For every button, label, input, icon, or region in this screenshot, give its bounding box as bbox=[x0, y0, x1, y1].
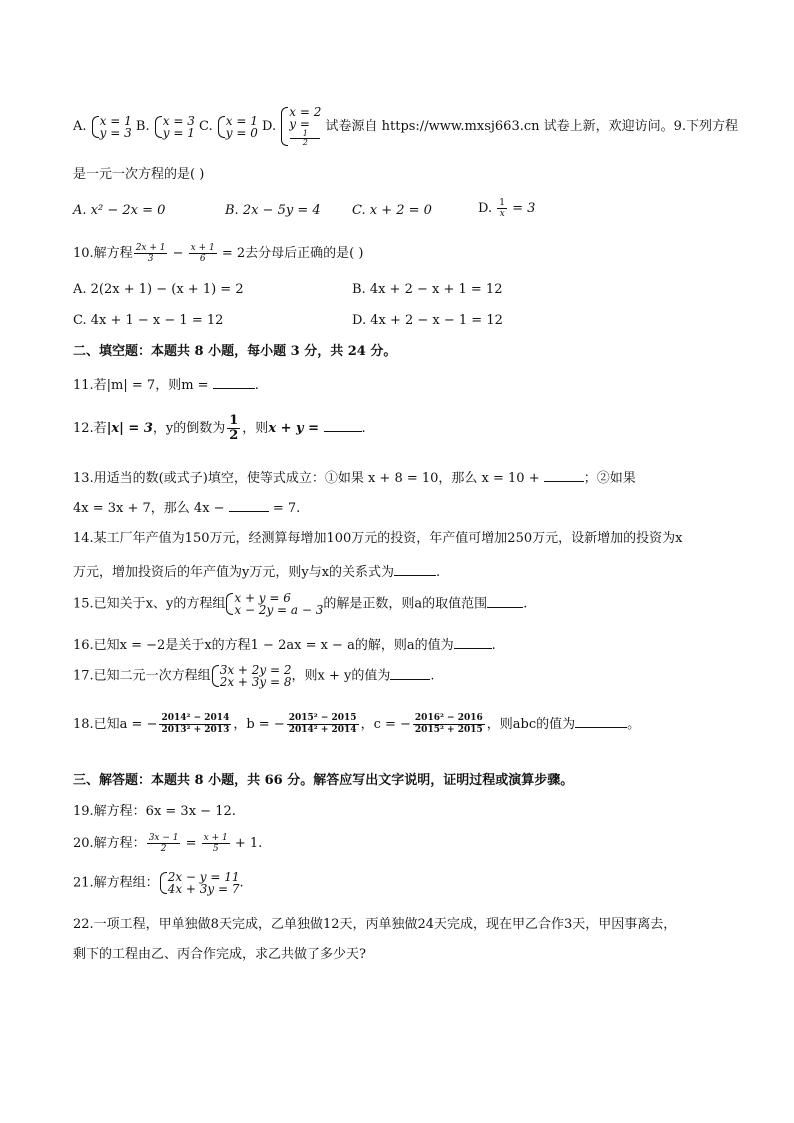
q16-answer-blank[interactable] bbox=[454, 636, 492, 649]
q22-line2: 剩下的工程由乙、丙合作完成，求乙共做了多少天? bbox=[73, 947, 366, 962]
q19: 19.解方程：6x = 3x − 12. bbox=[73, 804, 236, 819]
q20: 20.解方程： $\frac{3x - 1}{2}$ = $\frac{x + 1}{5}$ + 1. bbox=[73, 833, 263, 854]
q9-option-c: C. x + 2 = 0 bbox=[352, 203, 432, 218]
q14-line1: 14.某工厂年产值为150万元，经测算每增加100万元的投资，年产值可增加250万元，设新增加的投资为x bbox=[73, 531, 683, 546]
q14-answer-blank[interactable] bbox=[394, 563, 436, 576]
q11-answer-blank[interactable] bbox=[213, 376, 255, 389]
q8-option-d-system: x = 2 y = 1 2 bbox=[280, 106, 321, 147]
q8-option-c-system: x = 1 y = 0 bbox=[217, 115, 258, 139]
q13-line1: 13.用适当的数(或式子)填空，使等式成立：①如果 x + 8 = 10，那么 x = 10 + ；②如果 bbox=[73, 471, 636, 486]
q8-option-b-label: B. bbox=[135, 119, 150, 134]
q8-option-c-label: C. bbox=[199, 119, 213, 134]
q8-option-d-label: D. bbox=[262, 119, 277, 134]
q15: 15.已知关于x、y的方程组 x + y = 6 x − 2y = a − 3 的解是正数，则a的取值范围 . bbox=[73, 591, 528, 617]
q10-option-d: D. 4x + 2 − x − 1 = 12 bbox=[352, 313, 503, 328]
q10-option-b: B. 4x + 2 − x + 1 = 12 bbox=[352, 282, 503, 297]
q9-option-a: A. x² − 2x = 0 bbox=[73, 203, 166, 218]
q12-answer-blank[interactable] bbox=[324, 419, 362, 432]
q13-blank-1[interactable] bbox=[544, 469, 584, 482]
q18: 18.已知a = − $\frac{\text{2014² − 2014}}{\text{2013² + 2013}}$ ，b = − $\frac{\text{2015² − 2015}}{\text{2014² + 2014}}$ ，c = − $\frac{\text{2016² − 2016}}{\text{2015² + 2015}}$ ，则abc的值为 。 bbox=[73, 713, 641, 735]
q9-option-b: B. 2x − 5y = 4 bbox=[225, 203, 321, 218]
q8-option-a-label: A. bbox=[73, 119, 87, 134]
section-2-heading: 二、填空题：本题共 8 小题，每小题 3 分，共 24 分。 bbox=[73, 344, 397, 359]
q10-option-a: A. 2(2x + 1) − (x + 1) = 2 bbox=[73, 282, 244, 297]
q16: 16.已知x = −2是关于x的方程1 − 2ax = x − a的解，则a的值为 . bbox=[73, 638, 496, 653]
q15-answer-blank[interactable] bbox=[487, 595, 523, 608]
q11: 11.若|m| = 7，则m = . bbox=[73, 378, 259, 393]
q13-blank-2[interactable] bbox=[229, 499, 269, 512]
q8-option-a-system: x = 1 y = 3 bbox=[91, 115, 132, 139]
q17: 17.已知二元一次方程组 3x + 2y = 2 2x + 3y = 8 ，则x + y的值为 . bbox=[73, 663, 435, 689]
section-3-heading: 三、解答题：本题共 8 小题，共 66 分。解答应写出文字说明，证明过程或演算步骤。 bbox=[73, 773, 574, 788]
q9-stem: 是一元一次方程的是( ) bbox=[73, 167, 205, 182]
q8-trailing-text: 试卷源自 https://www.mxsj663.cn 试卷上新，欢迎访问。9.下列方程 bbox=[325, 119, 739, 134]
q12: 12.若|x| = 3，y的倒数为 $\frac{1}{2}$ ，则x + y = . bbox=[73, 413, 366, 443]
q22-line1: 22.一项工程，甲单独做8天完成，乙单独做12天，丙单独做24天完成，现在甲乙合作3天，甲因事离去， bbox=[73, 917, 677, 932]
q18-answer-blank[interactable] bbox=[575, 715, 627, 728]
q10-option-c: C. 4x + 1 − x − 1 = 12 bbox=[73, 313, 224, 328]
q13-line2: 4x = 3x + 7，那么 4x − = 7. bbox=[73, 501, 301, 516]
q21: 21.解方程组： 2x − y = 11 4x + 3y = 7 . bbox=[73, 870, 244, 896]
q17-answer-blank[interactable] bbox=[390, 667, 430, 680]
q9-option-d: D. $\frac{1}{x}$ = 3 bbox=[478, 198, 536, 219]
q14-line2: 万元，增加投资后的年产值为y万元，则y与x的关系式为 . bbox=[73, 565, 441, 580]
q8-options-line bbox=[73, 106, 738, 147]
q10-stem: 10.解方程 $\frac{2x + 1}{3}$ − $\frac{x + 1}{6}$ = 2去分母后正确的是( ) bbox=[73, 243, 364, 264]
q8-option-b-system: x = 3 y = 1 bbox=[154, 115, 195, 139]
